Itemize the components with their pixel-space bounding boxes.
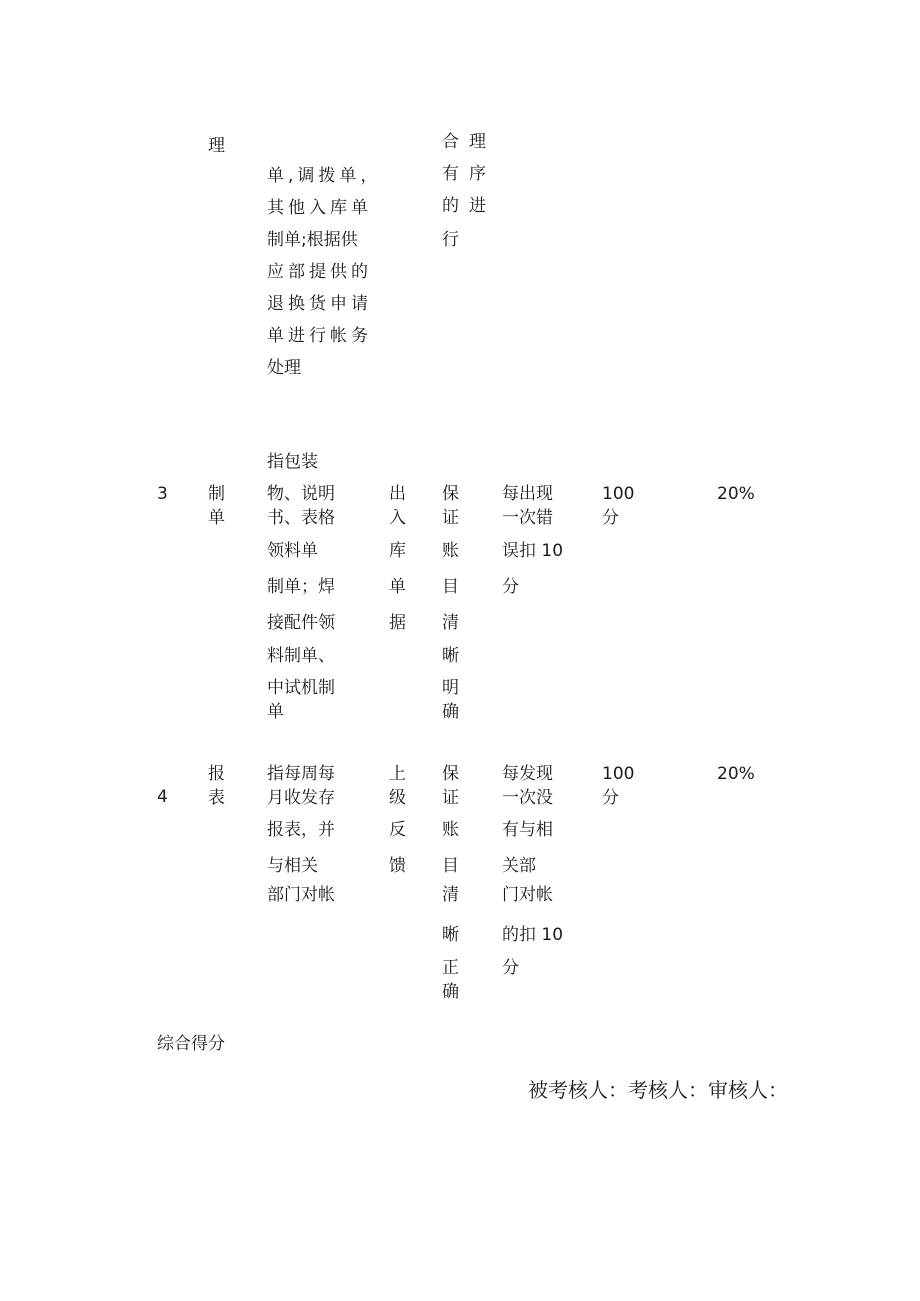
goal-char: 正 [442,958,459,978]
item-char: 制 [208,484,225,504]
content-line: 单,调拨单， [267,166,382,186]
basis-char: 入 [389,508,406,528]
content-line: 处理 [267,358,301,378]
standard-line: 误扣 10 [502,541,564,561]
basis-char: 上 [389,764,406,784]
basis-char: 馈 [389,856,406,876]
goal-char: 确 [442,982,459,1002]
content-line: 单 [267,702,284,722]
goal-char: 证 [442,788,459,808]
signature-line: 被考核人：考核人：审核人： [528,1078,788,1102]
standard-line: 一次错 [502,508,553,528]
content-line: 接配件领 [267,613,335,633]
row-number: 3 [157,484,168,504]
standard-line: 有与相 [502,820,553,840]
content-line: 单进行帐务 [267,326,372,346]
standard-line: 每发现 [502,764,553,784]
goal-char: 理 [469,132,486,152]
basis-char: 库 [389,541,406,561]
content-line: 应部提供的 [267,262,372,282]
content-line: 其他入库单 [267,198,372,218]
goal-char: 进 [469,196,486,216]
content-line: 指每周每 [267,764,335,784]
standard-line: 关部 [502,856,536,876]
content-line: 领料单 [267,541,318,561]
standard-line: 分 [502,958,519,978]
weight: 20% [717,764,755,784]
standard-line: 门对帐 [502,885,553,905]
goal-char: 确 [442,702,459,722]
content-line: 与相关 [267,856,318,876]
score-line: 分 [602,508,619,528]
goal-char: 清 [442,613,459,633]
goal-char: 行 [442,230,459,250]
basis-char: 反 [389,820,406,840]
row-number: 4 [157,787,168,807]
category-tail: 理 [208,136,225,156]
content-line: 退换货申请 [267,294,372,314]
content-line: 制单；焊 [267,577,335,597]
score-line: 分 [602,788,619,808]
standard-line: 一次没 [502,788,553,808]
goal-char: 明 [442,678,459,698]
standard-line: 每出现 [502,484,553,504]
score-line: 100 [602,484,635,504]
goal-char: 的 [442,196,459,216]
content-line: 部门对帐 [267,885,335,905]
item-char: 表 [208,788,225,808]
goal-char: 清 [442,885,459,905]
basis-char: 据 [389,613,406,633]
goal-char: 目 [442,856,459,876]
content-line: 料制单、 [267,646,335,666]
content-line: 制单;根据供 [267,230,358,250]
score-line: 100 [602,764,635,784]
standard-line: 的扣 10 [502,925,564,945]
basis-char: 级 [389,788,406,808]
content-line: 指包装 [267,452,318,472]
goal-char: 保 [442,764,459,784]
basis-char: 单 [389,577,406,597]
goal-char: 晰 [442,925,459,945]
item-char: 单 [208,508,225,528]
item-char: 报 [208,764,225,784]
goal-char: 合 [442,132,459,152]
goal-char: 账 [442,820,459,840]
content-line: 物、说明 [267,484,335,504]
weight: 20% [717,484,755,504]
content-line: 中试机制 [267,678,335,698]
goal-char: 证 [442,508,459,528]
standard-line: 分 [502,577,519,597]
basis-char: 出 [389,484,406,504]
goal-char: 晰 [442,646,459,666]
goal-char: 有 [442,164,459,184]
goal-char: 序 [469,164,486,184]
total-score-label: 综合得分 [157,1034,225,1054]
content-line: 报表，并 [267,820,335,840]
content-line: 书、表格 [267,508,335,528]
goal-char: 账 [442,541,459,561]
goal-char: 目 [442,577,459,597]
content-line: 月收发存 [267,788,335,808]
goal-char: 保 [442,484,459,504]
